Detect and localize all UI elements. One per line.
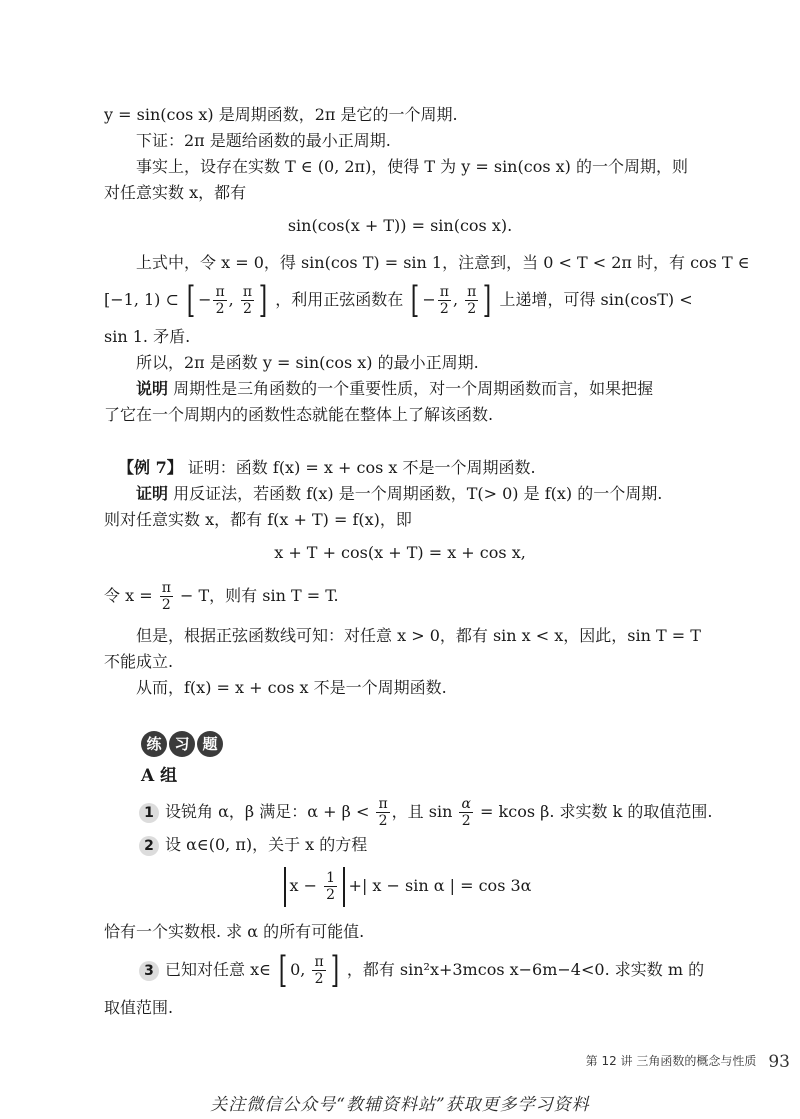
page-number: 93 (768, 1052, 790, 1072)
text-line: 所以，2π 是函数 y = sin(cos x) 的最小正周期. (136, 353, 479, 372)
badge-char: 习 (169, 731, 195, 757)
text-line: 下证：2π 是题给函数的最小正周期. (136, 131, 391, 150)
example-heading: 【例 7】 证明：函数 f(x) = x + cos x 不是一个周期函数. (118, 458, 536, 477)
question-1: 1 设锐角 α，β 满足：α + β < $\frac{\pi}{2}$ ，且 sin $\frac{\alpha}{2}$ = kcos β. 求实数 k 的取值范围. (139, 792, 713, 832)
text-line: 事实上，设存在实数 T ∈ (0, 2π)，使得 T 为 y = sin(cos x) 的一个周期，则 (136, 157, 688, 176)
text-line: 取值范围. (104, 998, 174, 1017)
text-line: 上式中，令 x = 0，得 sin(cos T) = sin 1，注意到，当 0 < T < 2π 时，有 cos T ∈ (136, 253, 750, 272)
group-heading: A 组 (141, 766, 178, 786)
equation: x − $\frac{1}{2}$ +| x − sin α | = cos 3α (280, 862, 531, 910)
equation: sin(cos(x + T)) = sin(cos x). (287, 216, 513, 235)
question-2: 2 设 α∈(0, π)，关于 x 的方程 (139, 835, 367, 856)
text-line: 令 x = $\frac{\pi}{2}$ − T，则有 sin T = T. (104, 580, 339, 613)
text-line: 不能成立. (104, 652, 174, 671)
question-number: 3 (139, 961, 159, 981)
text-line: sin 1. 矛盾. (104, 327, 191, 346)
text-line: 对任意实数 x，都有 (104, 183, 247, 202)
text-line: y = sin(cos x) 是周期函数，2π 是它的一个周期. (104, 105, 458, 124)
text-line: 证明 用反证法，若函数 f(x) 是一个周期函数，T(> 0) 是 f(x) 的一个周期. (136, 484, 663, 503)
question-number: 2 (139, 836, 159, 856)
text-line: [−1, 1) ⊂ [ − $\frac{\pi}{2}$ , $\frac{\pi}{2}$ ] ，利用正弦函数在 [ − $\frac{\pi}{2}$ , $\frac{\pi}{2}$ ] 上递增，可得 sin(cosT) < (104, 279, 693, 321)
question-number: 1 (139, 803, 159, 823)
text-line: 说明 周期性是三角函数的一个重要性质，对一个周期函数而言，如果把握 (136, 379, 654, 398)
text-line: 但是，根据正弦函数线可知：对任意 x > 0，都有 sin x < x，因此，sin T = T (136, 626, 701, 645)
practice-badge (141, 731, 223, 757)
badge-char: 题 (197, 731, 223, 757)
badge-char: 练 (141, 731, 167, 757)
equation: x + T + cos(x + T) = x + cos x, (274, 543, 526, 562)
text-line: 了它在一个周期内的函数性态就能在整体上了解该函数. (104, 405, 494, 424)
chapter-title: 第 12 讲 三角函数的概念与性质 (585, 1054, 757, 1068)
text-line: 则对任意实数 x，都有 f(x + T) = f(x)，即 (104, 510, 412, 529)
text-line: 从而，f(x) = x + cos x 不是一个周期函数. (136, 678, 447, 697)
question-3: 3 已知对任意 x∈ [ 0, $\frac{\pi}{2}$ ] ，都有 sin²x+3mcos x−6m−4<0. 求实数 m 的 (139, 950, 704, 990)
watermark-text: 关注微信公众号“教辅资料站”获取更多学习资料 (210, 1095, 590, 1115)
page-footer (0, 1052, 790, 1072)
text-line: 恰有一个实数根. 求 α 的所有可能值. (104, 922, 365, 941)
